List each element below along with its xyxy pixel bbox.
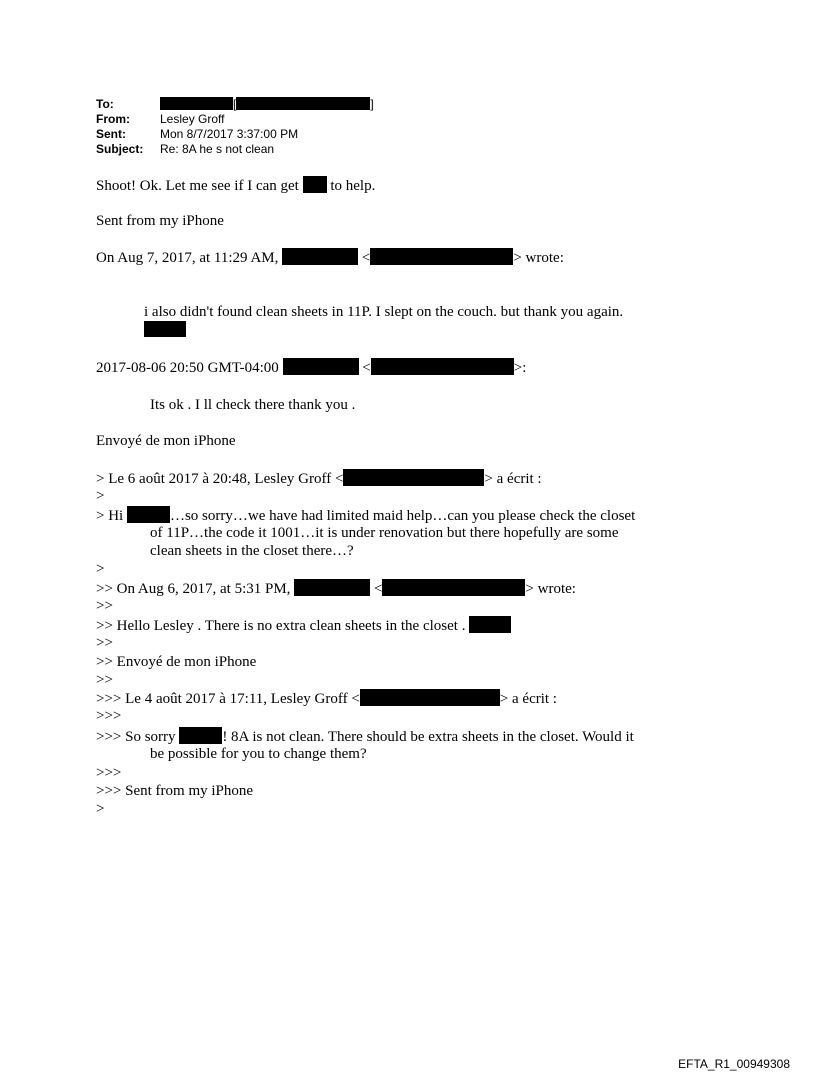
redaction-box [343,469,484,486]
body-text: > a écrit : [499,691,557,707]
signature-line: >> Envoyé de mon iPhone [96,654,257,670]
signature-line: Envoyé de mon iPhone [96,433,236,449]
redaction-box [236,97,370,110]
sent-label: Sent: [96,127,126,141]
subject-row [96,142,274,156]
subject-value: Re: 8A he s not clean [160,142,275,156]
signature-line: >>> Sent from my iPhone [96,783,254,799]
body-text: < [358,360,371,376]
redaction-box [144,321,186,337]
body-line: Its ok . I ll check there thank you . [150,397,356,413]
body-text: > Le 6 août 2017 à 20:48, Lesley Groff < [96,471,344,487]
redaction-box [282,248,358,265]
quote-header [96,579,576,598]
redaction-box [283,358,359,375]
quote-marker: >>> [96,765,122,781]
body-text: ! 8A is not clean. There should be extra sheets in the closet. Would it [222,729,634,745]
body-line: of 11P…the code it 1001…it is under renovation but there hopefully are some [150,525,619,541]
body-text: >: [513,360,527,376]
quote-marker: >> [96,598,113,614]
subject-label: Subject: [96,142,144,156]
body-text: On Aug 7, 2017, at 11:29 AM, [96,250,283,266]
to-bracket-open: [ [233,97,237,111]
quote-marker: >> [96,672,113,688]
redaction-line [144,321,186,339]
quote-marker: >>> [96,708,122,724]
redaction-box [160,97,233,110]
quote-header [96,358,526,377]
body-text: > a écrit : [484,471,542,487]
to-label: To: [96,97,114,111]
body-text: > Hi [96,508,127,524]
redaction-box [371,358,514,375]
to-row [96,97,374,111]
body-line [96,176,375,195]
body-line: clean sheets in the closet there…? [150,543,354,559]
quote-marker: > [96,488,105,504]
body-text: 2017-08-06 20:50 GMT-04:00 [96,360,283,376]
signature-line: Sent from my iPhone [96,213,224,229]
quote-marker: >> [96,635,113,651]
body-text: > wrote: [513,250,564,266]
quote-header [96,248,564,267]
redaction-box [294,579,370,596]
quote-marker: > [96,561,105,577]
body-line [96,727,634,746]
sent-value: Mon 8/7/2017 3:37:00 PM [160,127,299,141]
redaction-box [469,616,511,633]
redaction-box [370,248,513,265]
body-text: < [358,250,371,266]
document-id: EFTA_R1_00949308 [678,1057,790,1071]
body-line: i also didn't found clean sheets in 11P. I slept on the couch. but thank you again. [144,304,624,320]
redaction-box [360,689,500,706]
body-text: …so sorry…we have had limited maid help…can you please check the closet [169,508,636,524]
body-text: >> On Aug 6, 2017, at 5:31 PM, [96,581,295,597]
to-bracket-close: ] [370,97,374,111]
body-text: < [370,581,383,597]
quote-header [96,689,557,708]
redaction-box [127,506,170,523]
sent-row [96,127,298,141]
body-text: >>> Le 4 août 2017 à 17:11, Lesley Groff < [96,691,360,707]
redaction-box [382,579,525,596]
body-text: > wrote: [525,581,576,597]
body-text: >>> So sorry [96,729,180,745]
from-value: Lesley Groff [160,112,225,126]
body-text: to help. [326,178,376,194]
redaction-box [179,727,222,744]
from-row [96,112,224,126]
body-text: >> Hello Lesley . There is no extra clean sheets in the closet . [96,618,470,634]
quote-marker: > [96,801,105,817]
redaction-box [303,176,327,193]
body-text: Shoot! Ok. Let me see if I can get [96,178,303,194]
body-line: be possible for you to change them? [150,746,367,762]
quote-header [96,469,542,488]
from-label: From: [96,112,130,126]
body-line [96,506,635,525]
body-line [96,616,511,635]
